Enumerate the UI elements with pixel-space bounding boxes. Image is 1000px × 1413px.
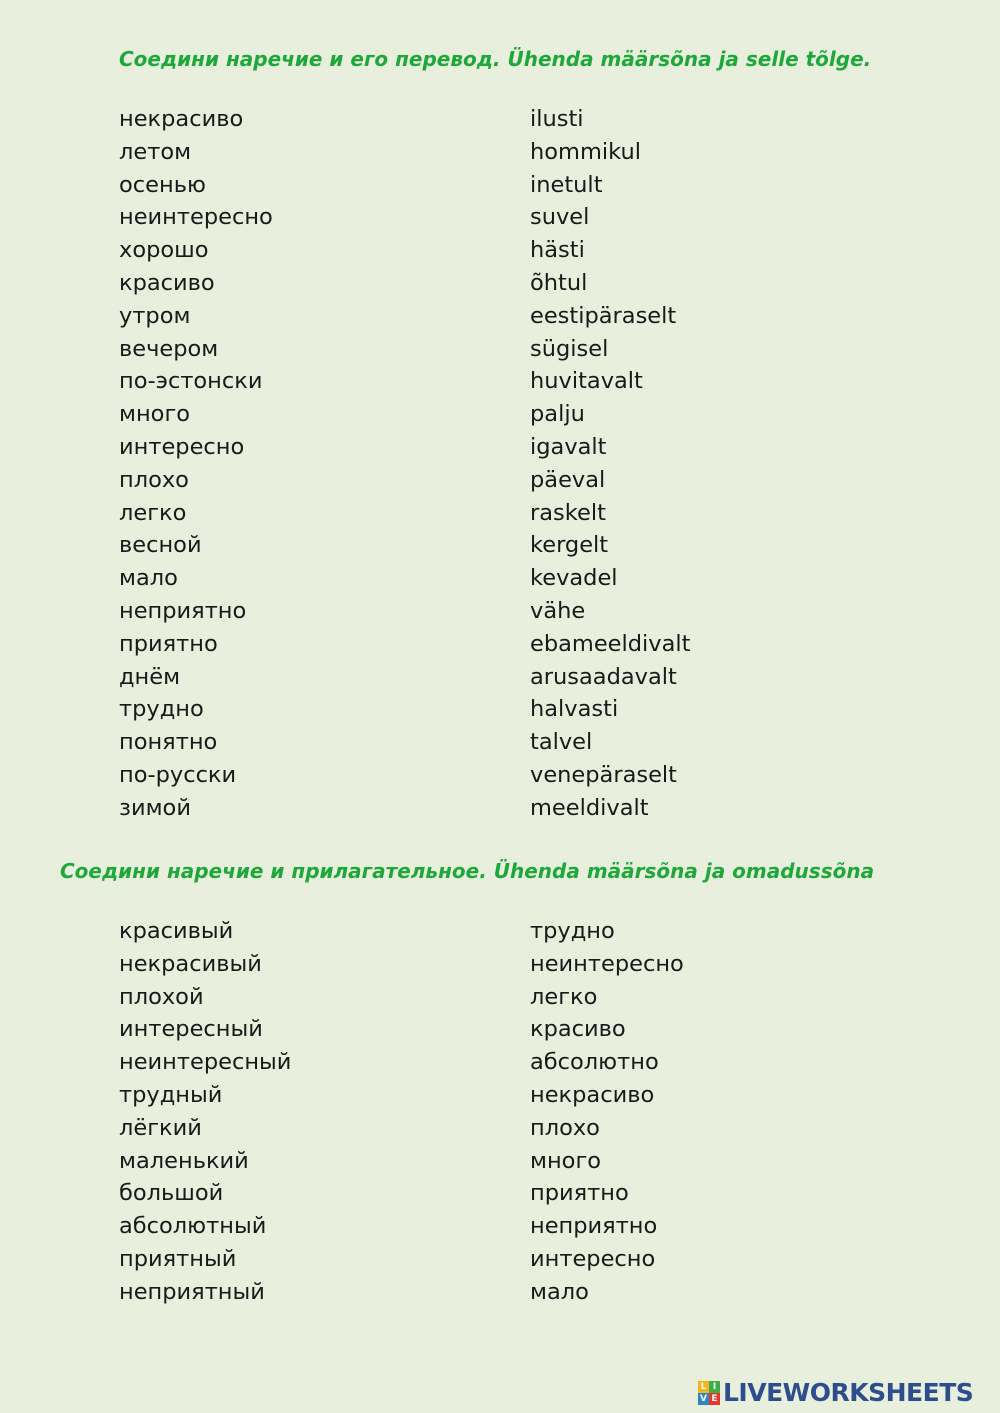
word-item: ilusti (530, 106, 584, 132)
logo-letter: I (709, 1381, 720, 1393)
word-item: легко (119, 499, 187, 526)
word-item: halvasti (530, 696, 619, 723)
section2-adjectives-list (119, 915, 291, 1309)
word-item: некрасивый (119, 950, 262, 977)
word-item: приятно (119, 630, 218, 657)
word-item: легко (530, 983, 598, 1010)
word-item: неприятно (530, 1213, 658, 1240)
word-item: sügisel (530, 335, 609, 362)
logo-letter: L (698, 1381, 709, 1393)
word-item: неприятно (119, 597, 247, 624)
word-item: õhtul (530, 269, 588, 296)
word-item: неинтересно (119, 204, 273, 231)
liveworksheets-wordmark: LIVEWORKSHEETS (723, 1378, 974, 1407)
word-item: понятно (119, 729, 218, 756)
word-item: весной (119, 532, 202, 559)
word-item: igavalt (530, 433, 607, 460)
word-item: трудный (119, 1081, 223, 1108)
word-item: красиво (119, 269, 215, 296)
section2-instruction: Соедини наречие и прилагательное. Ühenda määrsõna ja omadussõna (60, 859, 875, 883)
word-item: приятный (119, 1245, 237, 1272)
word-item: hommikul (530, 138, 641, 165)
word-item: hästi (530, 237, 585, 264)
word-item: много (119, 401, 191, 428)
word-item: suvel (530, 204, 590, 231)
word-item: мало (119, 565, 178, 592)
word-item: интересно (530, 1245, 656, 1272)
word-item: абсолютный (119, 1213, 267, 1240)
word-item: приятно (530, 1180, 629, 1207)
logo-letter: V (698, 1393, 709, 1405)
word-item: вечером (119, 335, 219, 362)
word-item: arusaadavalt (530, 663, 677, 690)
word-item: плохо (119, 466, 189, 493)
word-item: некрасиво (530, 1081, 655, 1108)
word-item: неприятный (119, 1278, 265, 1305)
word-item: интересный (119, 1016, 263, 1043)
word-item: плохой (119, 983, 204, 1010)
word-item: meeldivalt (530, 794, 649, 821)
word-item: интересно (119, 433, 245, 460)
word-item: много (530, 1147, 602, 1174)
liveworksheets-watermark (698, 1378, 973, 1407)
word-item: утром (119, 302, 191, 329)
word-item: venepäraselt (530, 761, 678, 788)
word-item: kevadel (530, 565, 618, 592)
word-item: лёгкий (119, 1114, 202, 1141)
word-item: по-эстонски (119, 368, 263, 395)
word-item: ebameeldivalt (530, 630, 691, 657)
word-item: плохо (530, 1114, 600, 1141)
liveworksheets-logo-icon (698, 1381, 720, 1405)
word-item: трудно (530, 918, 615, 944)
word-item: неинтересно (530, 950, 684, 977)
word-item: raskelt (530, 499, 606, 526)
word-item: маленький (119, 1147, 249, 1174)
word-item: huvitavalt (530, 368, 643, 395)
section1-estonian-translations-list (530, 103, 690, 825)
section2-adverbs-list (530, 915, 684, 1309)
word-item: некрасиво (119, 106, 244, 132)
word-item: palju (530, 401, 585, 428)
word-item: vähe (530, 597, 586, 624)
word-item: зимой (119, 794, 191, 821)
section1-instruction: Соедини наречие и его перевод. Ühenda määrsõna ja selle tõlge. (119, 47, 872, 71)
word-item: eestipäraselt (530, 302, 677, 329)
logo-letter: E (709, 1393, 720, 1405)
word-item: хорошо (119, 237, 209, 264)
word-item: летом (119, 138, 192, 165)
word-item: kergelt (530, 532, 609, 559)
word-item: красивый (119, 918, 234, 944)
section1-russian-adverbs-list (119, 103, 273, 825)
word-item: большой (119, 1180, 224, 1207)
word-item: красиво (530, 1016, 626, 1043)
word-item: трудно (119, 696, 204, 723)
word-item: осенью (119, 171, 206, 198)
word-item: inetult (530, 171, 603, 198)
word-item: абсолютно (530, 1049, 659, 1076)
word-item: по-русски (119, 761, 237, 788)
word-item: неинтересный (119, 1049, 292, 1076)
word-item: днём (119, 663, 181, 690)
word-item: päeval (530, 466, 606, 493)
word-item: talvel (530, 729, 593, 756)
word-item: мало (530, 1278, 589, 1305)
